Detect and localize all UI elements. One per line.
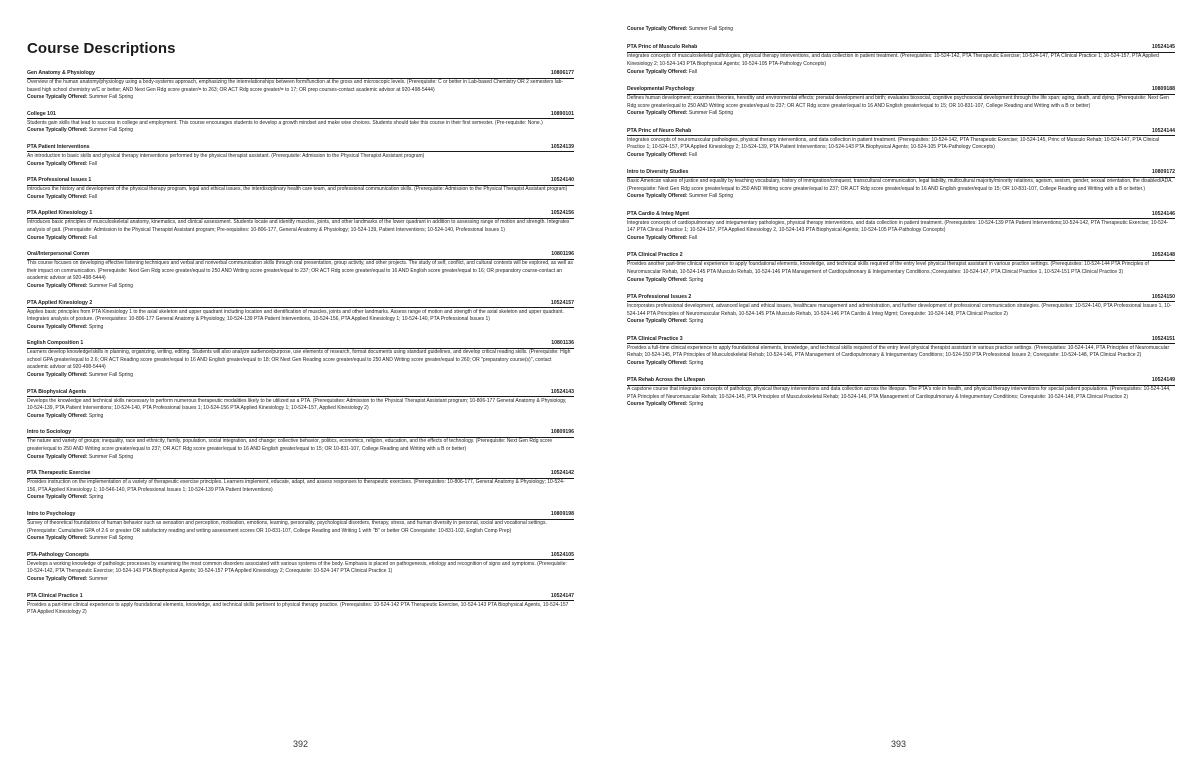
course-entry bbox=[627, 252, 1175, 284]
offered-value: Summer Fall Spring bbox=[88, 372, 134, 379]
course-header bbox=[27, 470, 574, 479]
course-code: 10524140 bbox=[550, 177, 574, 184]
offered-value: Fall bbox=[88, 234, 97, 241]
course-title: PTA Professional Issues 2 bbox=[627, 293, 692, 300]
course-code: 10524143 bbox=[550, 388, 574, 395]
course-entry bbox=[27, 300, 574, 332]
course-description: Introduces basic principles of musculoskeletal anatomy, kinematics, and clinical assessment. Students locate and identify muscles, joints, and other landmarks of the lower quadrant in addition to assessing range of motion and strength. Integrates analysis of gait. (Prerequisite: Admission to the Physical Therapist Assistant program; Pre-requisites: 10-806-177, General Anatomy & Physiology; 10-524-139, Patient Interventions; 10-524-140, Professional Issues 1) bbox=[27, 219, 570, 233]
offered-value: Spring bbox=[688, 401, 704, 408]
offered-label: Course Typically Offered: bbox=[27, 453, 88, 460]
course-offered bbox=[27, 494, 574, 501]
course-header bbox=[27, 593, 574, 602]
course-title: Intro to Psychology bbox=[27, 511, 76, 517]
course-entry bbox=[27, 70, 574, 102]
course-title: PTA Biophysical Agents bbox=[27, 388, 87, 395]
offered-label: Course Typically Offered: bbox=[627, 401, 688, 408]
course-code: 10524139 bbox=[550, 143, 574, 150]
course-title: PTA Cardio & Integ Mgmt bbox=[627, 210, 689, 217]
offered-label: Course Typically Offered: bbox=[627, 359, 688, 366]
continued-offered-line bbox=[627, 26, 1175, 33]
offered-value: Fall bbox=[88, 193, 97, 200]
offered-value: Summer bbox=[88, 575, 108, 582]
course-code: 10809172 bbox=[1151, 169, 1175, 176]
course-entry bbox=[27, 210, 574, 242]
course-description: Integrates concepts of neuromuscular pathologies, physical therapy interventions, and data collection in patient treatment. (Prerequisites: 10-524-142, PTA Therapeutic Exercise; 10-524-145, Princ of Musculo Rehab; 10-524-147, PTA Clinical Practice 1; 10-524-157, PTA Applied Kinesiology 2; 10-524-139, PTA Patient Interventions; 10-524-143 PTA Biophysical Agents; 10-524-105 PTA-Pathology Concepts) bbox=[627, 136, 1159, 151]
course-entry bbox=[27, 111, 574, 135]
offered-value: Summer Fall Spring bbox=[88, 282, 134, 289]
course-code: 10524151 bbox=[1151, 335, 1175, 342]
course-offered bbox=[27, 413, 574, 420]
offered-value: Spring bbox=[688, 276, 704, 283]
offered-label: Course Typically Offered: bbox=[27, 282, 88, 289]
course-title: PTA Princ of Neuro Rehab bbox=[627, 127, 692, 134]
course-entry bbox=[627, 169, 1175, 201]
offered-value: Fall bbox=[88, 160, 97, 167]
course-offered bbox=[27, 94, 574, 101]
course-offered bbox=[27, 324, 574, 331]
course-description: Provides instruction on the implementation of a variety of therapeutic exercise principles. Learners implement, educate, adapt, and assess responses to therapeutic exercises. (Prerequisites: 10-806-177, General Anatomy & Physiology; 10-524-156, PTA Applied Kinesiology 1; 10-546-140, PTA Professional Issues 1; 10-524-139 PTA Patient Interventions) bbox=[27, 479, 565, 493]
course-code: 10806177 bbox=[550, 70, 574, 76]
right-course-list bbox=[627, 44, 1175, 408]
offered-value: Fall bbox=[688, 234, 697, 241]
course-code: 10809198 bbox=[550, 511, 574, 517]
offered-label: Course Typically Offered: bbox=[27, 127, 88, 134]
course-title: Gen Anatomy & Physiology bbox=[27, 70, 95, 76]
course-offered bbox=[627, 277, 1175, 284]
course-offered bbox=[627, 360, 1175, 367]
course-entry bbox=[27, 511, 574, 543]
course-entry bbox=[27, 144, 574, 168]
course-header bbox=[627, 169, 1175, 178]
course-offered bbox=[27, 161, 574, 168]
course-offered bbox=[627, 110, 1175, 117]
course-offered bbox=[627, 193, 1175, 200]
course-description: Defines human development; examines theories, heredity and environmental effects; prenatal development and birth; evaluates biosocial, cognitive psychosocial development through the life span; aging, death, and dying. (Prerequisite: Next Gen Rdg score greater/equal to 250 AND Writing score greater/equal to 237; OR ACT Rdg score greater/equal to 16 AND English greater/equal to 15; OR 10-831-107, College Reading and Writing with a B or better) bbox=[627, 95, 1169, 109]
course-header bbox=[27, 389, 574, 398]
page-number-right: 393 bbox=[891, 739, 907, 749]
course-description: Develops a working knowledge of pathologic processes by examining the most common disorders associated with various systems of the body. Emphasis is placed on pathogenesis, etiology and recognition of signs and symptoms. (Prerequisite: 10-524-142, PTA Therapeutic Exercise; 10-524-143 PTA Biophysical Agents; 10-524-157 PTA Applied Kinesiology 2; Corequisite: 10-524-147 PTA Clinical Practice 1) bbox=[27, 560, 567, 575]
course-description: A capstone course that integrates concepts of pathology, physical therapy interventions and data collection across the lifespan. The PTA's role in health, and physical therapy interventions for special patient populations. (Prerequisites: 10-524-144, PTA Principles of Neuromuscular Rehab; 10-524-145, PTA Principles of Musculoskeletal Rehab; 10-524-146, PTA Management of Cardiopulmonary & Integumentary Conditions; Corequisite: 10-524-148, PTA Clinical Practice 2) bbox=[627, 386, 1171, 400]
offered-value: Summer Fall Spring bbox=[88, 127, 134, 134]
course-description: Basic American values of justice and equality by teaching vocabulary, history of immigration/conquest, transcultural communication, legal liability, multicultural majority/minority relations, ageism, sexism, gender, sexual orientation, the disabled/ADA. (Prerequisite: Next Gen Rdg score greater/equal to 250 AND Writing score greater/equal to 237; OR ACT Rdg score greater/equal to 16 AND English greater/equal to 15; OR 10-831-107, College Reading and Writing with a B or better.) bbox=[627, 178, 1173, 192]
course-entry bbox=[627, 377, 1175, 409]
course-offered bbox=[27, 235, 574, 242]
course-title: PTA Patient Interventions bbox=[27, 143, 90, 150]
course-description: This course focuses on developing effective listening techniques and verbal and nonverbal communication skills through oral presentation, group activity, and other projects. The study of self, conflict, and cultural contexts will be explored, as well as their impact on communication. (Prerequisite: Next Gen Rdg score greater/equal to 250 AND Writing score greater/equal to 237; OR ACT Rdg score greater/equal to 16 AND English score greater/equal to 16; OR preparatory course-contact an academic advisor at 920-498-5444) bbox=[27, 260, 573, 282]
course-header bbox=[27, 144, 574, 153]
course-description: Incorporates professional development, advanced legal and ethical issues, healthcare management and administration, and further development of professional communication strategies. (Prerequisites: 10-524-140, PTA Professional Issues 1, 10-524-144 PTA Principles of Neuromuscular Rehab, 10-524-145 PTA Musculo Rehab, 10-524-146 PTA Cardio & Integ Mgmt; Corequisite: 10-524-148, PTA Clinical Practice 2) bbox=[627, 302, 1172, 317]
offered-label: Course Typically Offered: bbox=[627, 151, 688, 158]
course-header bbox=[27, 300, 574, 309]
left-course-list bbox=[27, 70, 574, 617]
offered-value: Summer Fall Spring bbox=[688, 26, 734, 32]
offered-value: Summer Fall Spring bbox=[88, 453, 134, 460]
offered-value: Fall bbox=[688, 151, 697, 158]
course-entry bbox=[27, 593, 574, 617]
offered-label: Course Typically Offered: bbox=[627, 68, 688, 75]
course-offered bbox=[627, 401, 1175, 408]
course-code: 10524149 bbox=[1151, 377, 1175, 384]
course-header bbox=[27, 251, 574, 260]
course-header bbox=[27, 111, 574, 120]
offered-value: Spring bbox=[88, 412, 104, 419]
course-header bbox=[627, 44, 1175, 53]
offered-label: Course Typically Offered: bbox=[27, 535, 88, 542]
course-header bbox=[627, 211, 1175, 220]
offered-label: Course Typically Offered: bbox=[627, 26, 688, 32]
course-header bbox=[627, 128, 1175, 137]
course-offered bbox=[27, 283, 574, 290]
course-description: Applies basic principles from PTA Kinesiology 1 to the axial skeleton and upper quadrant including location and identification of muscles, joints and other landmarks. Assess range of motion and strength of the axial skeleton and upper quadrant. Integrates analysis of posture. (Prerequisites: 10-806-177 General Anatomy & Physiology, 10-524-139 PTA Patient Interventions, 10-524-156, PTA Applied Kinesiology 1; 10-524-140, PTA Professional Issues 1) bbox=[27, 308, 564, 323]
course-title: PTA Professional Issues 1 bbox=[27, 177, 92, 184]
offered-label: Course Typically Offered: bbox=[27, 193, 88, 200]
course-entry bbox=[27, 470, 574, 502]
course-description: Survey of theoretical foundations of human behavior such as sensation and perception, motivation, emotions, learning, personality, psychological disorders, therapy, stress, and human diversity in personal, social and vocational settings. (Prerequisite: Cumulative GPA of 2.6 or greater OR satisfactory reading and writing assessment scores OR 10-831-107, College Reading and Writing 1 with "B" or better OR Corequisite: 10-831-102, English Comp Prep) bbox=[27, 520, 547, 534]
course-code: 10524147 bbox=[550, 592, 574, 599]
offered-value: Spring bbox=[88, 323, 104, 330]
course-entry bbox=[627, 294, 1175, 326]
course-description: Overview of the human anatomy/physiology using a body-systems approach, emphasizing the interrelationships between form/function at the gross and microscopic levels. (Prerequisite: C or better in Lab-based Chemistry OR 2 semesters lab-based high school chemistry w/C or better; AND Next Gen Rdg score greater/= to 263; OR ACT Rdg score greater/= to 17; OR prep courses-contact academic advisor at 920-498-5444) bbox=[27, 79, 564, 93]
course-description: The nature and variety of groups; inequality, race and ethnicity, family, population, social integration, and change; collective behavior, politics, economics, religion, education, and the effects of technology. (Prerequisite: Next Gen Rdg score greater/equal to 250 AND Writing score greater/equal to 237; OR ACT Rdg score greater/equal to 16 AND English greater/equal to 15; OR 10-831-107, College Reading and Writing with a B or better) bbox=[27, 438, 553, 453]
course-entry bbox=[27, 340, 574, 379]
course-code: 10524145 bbox=[1151, 44, 1175, 51]
course-offered bbox=[627, 235, 1175, 242]
course-title: College 101 bbox=[27, 110, 56, 117]
offered-value: Summer Fall Spring bbox=[688, 110, 734, 117]
offered-label: Course Typically Offered: bbox=[627, 318, 688, 325]
right-page bbox=[600, 0, 1200, 776]
course-title: PTA Applied Kinesiology 1 bbox=[27, 210, 93, 217]
offered-value: Summer Fall Spring bbox=[88, 94, 134, 101]
course-description: Provides another part-time clinical experience to apply foundational elements, knowledge, and technical skills required of the entry level physical therapist assistant in various practice settings. (Prerequisites: 10-524-144 PTA Principles of Neuromuscular Rehab, 10-524-145 PTA Musculo Rehab, 10-524-146 PTA Management of Cardiopulmonary & Integumentary Conditions.;Corequisites: 10-524-147, PTA Clinical Practice 1, 10-524-151 PTA Clinical Practice 3) bbox=[627, 261, 1149, 275]
page-number-left: 392 bbox=[293, 739, 309, 749]
course-title: PTA Clinical Practice 3 bbox=[627, 335, 683, 342]
course-description: Integrates concepts of cardiopulmonary and integumentary pathologies, physical therapy interventions, and data collection in patient treatment. (Prerequisites: 10-524-139 PTA Patient Interventions;10-524-142, PTA Therapeutic Exercise; 10-524-147 PTA Clinical Practice 1; 10-524-157, PTA Applied Kinesiology 2, 10-524-143 PTA Biophysical Agents; 10-524-105 PTA-Pathology Concepts) bbox=[627, 219, 1169, 234]
course-header bbox=[27, 340, 574, 349]
course-offered bbox=[627, 69, 1175, 76]
course-offered bbox=[27, 535, 574, 542]
course-description: Integrates concepts of musculoskeletal pathologies, physical therapy interventions, and data collection in patient treatment. (Prerequisites: 10-524-142, PTA Therapeutic Exercise; 10-524-147, PTA Clinical Practice 1; 10-524-157, PTA Applied Kinesiology 2; 10-524-143 PTA Biophysical Agents; 10-524-105 PTA-Pathology Concepts) bbox=[627, 53, 1159, 67]
offered-label: Course Typically Offered: bbox=[27, 575, 88, 582]
course-offered bbox=[27, 127, 574, 134]
offered-label: Course Typically Offered: bbox=[27, 94, 88, 101]
course-code: 10524156 bbox=[550, 210, 574, 217]
offered-value: Summer Fall Spring bbox=[688, 193, 734, 200]
course-offered bbox=[27, 454, 574, 461]
course-title: English Composition 1 bbox=[27, 340, 84, 347]
course-title: Oral/Interpersonal Comm bbox=[27, 251, 90, 258]
offered-value: Spring bbox=[688, 359, 704, 366]
course-description: Introduces the history and development of the physical therapy program, legal and ethical issues, the interdisciplinary health care team, and professional communication skills. (Prerequisite: Admission to the Physical Therapist Assistant program) bbox=[27, 186, 568, 193]
offered-value: Spring bbox=[688, 318, 704, 325]
course-title: PTA Princ of Musculo Rehab bbox=[627, 44, 698, 51]
course-title: PTA Clinical Practice 2 bbox=[627, 252, 683, 259]
course-entry bbox=[627, 44, 1175, 76]
offered-value: Spring bbox=[88, 494, 104, 501]
course-code: 10801136 bbox=[551, 340, 574, 347]
offered-label: Course Typically Offered: bbox=[627, 276, 688, 283]
course-title: Developmental Psychology bbox=[627, 86, 695, 92]
course-title: PTA Applied Kinesiology 2 bbox=[27, 299, 93, 306]
offered-label: Course Typically Offered: bbox=[27, 160, 88, 167]
course-code: 10809196 bbox=[550, 429, 574, 436]
course-code: 10524105 bbox=[550, 551, 574, 558]
course-title: PTA Rehab Across the Lifespan bbox=[627, 377, 705, 384]
course-entry bbox=[27, 552, 574, 584]
course-code: 10524146 bbox=[1151, 210, 1175, 217]
offered-label: Course Typically Offered: bbox=[27, 412, 88, 419]
course-code: 10524144 bbox=[1151, 127, 1175, 134]
course-header bbox=[27, 210, 574, 219]
course-header bbox=[627, 294, 1175, 303]
course-entry bbox=[27, 389, 574, 421]
course-header bbox=[27, 552, 574, 561]
course-entry bbox=[627, 86, 1175, 118]
course-title: Intro to Diversity Studies bbox=[627, 169, 689, 176]
course-title: PTA Therapeutic Exercise bbox=[27, 470, 91, 477]
course-description: Develops the knowledge and technical skills necessary to perform numerous therapeutic modalities likely to be utilized as a PTA. (Prerequisites: Admission to the Physical Therapist Assistant program; 10-806-177 General Anatomy & Physiology, 10-524-139, PTA Patient Interventions; 10-524-140, PTA Professional Issues 1; 10-524-156 PTA Applied Kinesiology 1; 10-524-157, Applied Kinesiology 2) bbox=[27, 397, 567, 412]
offered-value: Fall bbox=[688, 68, 697, 75]
course-code: 10809188 bbox=[1151, 86, 1175, 92]
offered-label: Course Typically Offered: bbox=[27, 234, 88, 241]
course-offered bbox=[27, 372, 574, 379]
course-code: 10524157 bbox=[550, 299, 574, 306]
course-offered bbox=[27, 194, 574, 201]
course-code: 10801196 bbox=[551, 251, 574, 258]
course-description: An introduction to basic skills and physical therapy interventions performed by the physical therapist assistant. (Prerequisite: Admission to the Physical Therapist Assistant program) bbox=[27, 152, 425, 159]
page-title: Course Descriptions bbox=[27, 40, 176, 57]
course-description: Students gain skills that lead to success in college and employment. This course encourages students to develop a growth mindset and make wise choices. Students should take this course in their first semester. (Pre-requisite: None.) bbox=[27, 119, 543, 126]
course-offered bbox=[627, 318, 1175, 325]
course-entry bbox=[27, 177, 574, 201]
course-title: PTA Clinical Practice 1 bbox=[27, 592, 83, 599]
course-header bbox=[27, 429, 574, 438]
course-header bbox=[27, 70, 574, 79]
course-offered bbox=[627, 152, 1175, 159]
course-description: Provides a part-time clinical experience to apply foundational elements, knowledge, and technical skills pertinent to physical therapy practice. (Prerequisites: 10-524-142 PTA Therapeutic Exercise, 10-524-143 PTA Biophysical Agents, 10-524-157 PTA Applied Kinesiology 2) bbox=[27, 601, 569, 616]
course-header bbox=[627, 377, 1175, 386]
course-code: 10524148 bbox=[1151, 252, 1175, 259]
course-header bbox=[627, 252, 1175, 261]
course-header bbox=[627, 86, 1175, 95]
course-code: 10524150 bbox=[1151, 293, 1175, 300]
offered-label: Course Typically Offered: bbox=[627, 234, 688, 241]
offered-label: Course Typically Offered: bbox=[27, 494, 88, 501]
course-entry bbox=[627, 211, 1175, 243]
course-entry bbox=[27, 251, 574, 290]
course-header bbox=[627, 336, 1175, 345]
course-entry bbox=[27, 429, 574, 461]
course-header bbox=[27, 511, 574, 520]
course-code: 10890101 bbox=[550, 110, 574, 117]
offered-label: Course Typically Offered: bbox=[27, 372, 88, 379]
offered-label: Course Typically Offered: bbox=[627, 193, 688, 200]
course-header bbox=[27, 177, 574, 186]
course-entry bbox=[627, 336, 1175, 368]
course-entry bbox=[627, 128, 1175, 160]
course-code: 10524142 bbox=[550, 470, 574, 477]
course-title: Intro to Sociology bbox=[27, 429, 72, 436]
course-offered bbox=[27, 576, 574, 583]
offered-value: Summer Fall Spring bbox=[88, 535, 134, 542]
course-description: Provides a full-time clinical experience to apply foundational elements, knowledge, and technical skills required of the entry level physical therapist assistant in various practice settings. (Prerequisites: 10-524-144, PTA Principles of Neuromuscular Rehab; 10-524-145, PTA Principles of Musculoskeletal Rehab; 10-524-146, PTA Management of Cardiopulmonary & Integumentary Conditions; 10-524-150 PTA Professional Issues 2; Corequisite: 10-524-148, PTA Clinical Practice 2) bbox=[627, 344, 1170, 359]
offered-label: Course Typically Offered: bbox=[627, 110, 688, 117]
course-title: PTA-Pathology Concepts bbox=[27, 551, 89, 558]
course-description: Learners develop knowledge/skills in planning, organizing, writing, editing. Students will also analyze audience/purpose, use elements of research, format documents using standard guidelines, and develop critical reading skills. (Prerequisite: High school GPA greater/equal to 2.6; OR ACT Reading score greater/equal to 16 AND English greater/equal to 18; OR Next Gen Reading score greater/equal to 250 AND Writing score greater/equal to 260; OR "preparatory course(s)", contact academic advisor at 920-498-5444) bbox=[27, 349, 571, 371]
offered-label: Course Typically Offered: bbox=[27, 323, 88, 330]
